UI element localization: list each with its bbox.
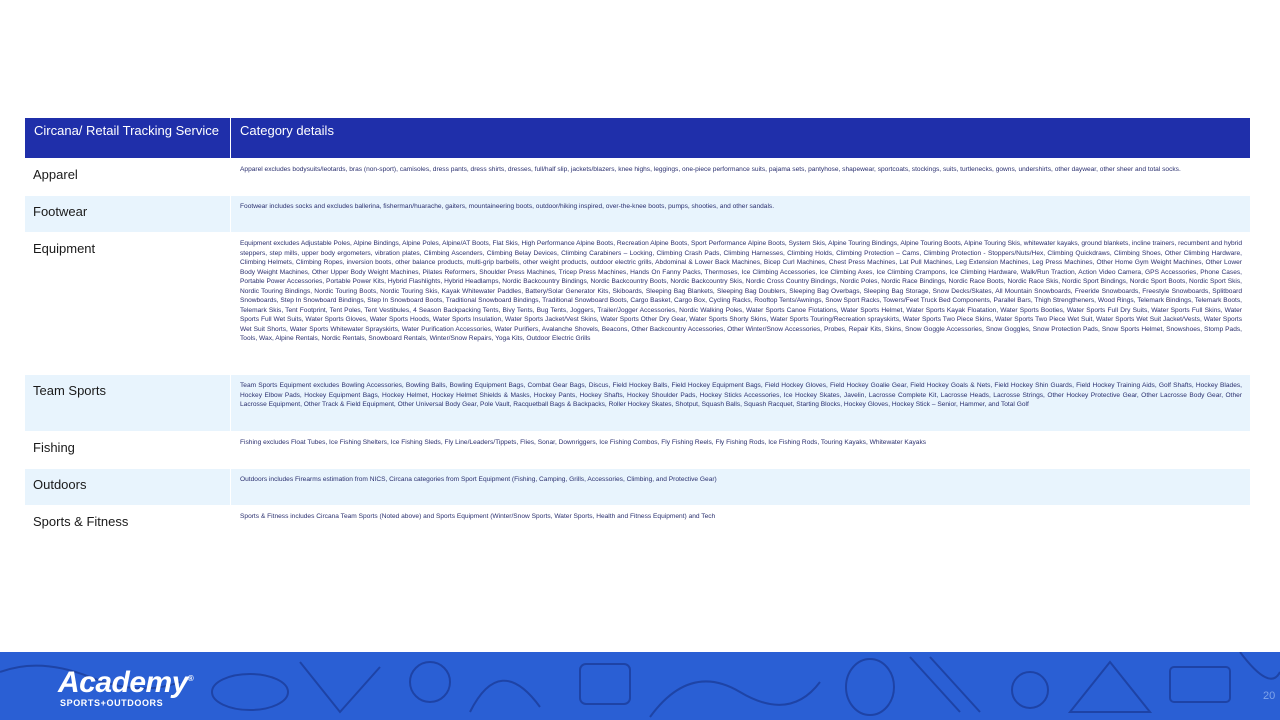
- category-name: Team Sports: [25, 375, 231, 432]
- brand-name: Academy®: [58, 666, 194, 699]
- category-name: Outdoors: [25, 469, 231, 506]
- academy-logo: [58, 664, 193, 708]
- table-row: [25, 432, 1251, 469]
- category-name: Equipment: [25, 233, 231, 375]
- category-name: Apparel: [25, 159, 231, 196]
- header-service: Circana/ Retail Tracking Service: [25, 118, 231, 159]
- category-details: Apparel excludes bodysuits/leotards, bras (non-sport), camisoles, dress pants, dress shirts, dresses, full/half slip, jackets/blazers, knee highs, leggings, one-piece performance suits, pajama sets, pantyhose, shapewear, sportcoats, stockings, suits, turtlenecks, gowns, undershirts, other daywear, other sheer and total socks.: [231, 159, 1251, 196]
- category-details: Sports & Fitness includes Circana Team Sports (Noted above) and Sports Equipment (Winter/Snow Sports, Water Sports, Health and Fitness Equipment) and Tech: [231, 506, 1251, 543]
- registered-mark: ®: [187, 674, 194, 683]
- category-details: Outdoors includes Firearms estimation from NICS, Circana categories from Sport Equipment (Fishing, Camping, Grills, Accessories, Climbing, and Protective Gear): [231, 469, 1251, 506]
- category-name: Footwear: [25, 196, 231, 233]
- table-header-row: [25, 118, 1251, 159]
- brand-tagline: SPORTS+OUTDOORS: [60, 698, 164, 708]
- table-row: [25, 196, 1251, 233]
- table-row: [25, 506, 1251, 543]
- category-details: Team Sports Equipment excludes Bowling Accessories, Bowling Balls, Bowling Equipment Bags, Combat Gear Bags, Discus, Field Hockey Balls, Field Hockey Equipment Bags, Field Hockey Gloves, Field Hockey Goalie Gear, Field Hockey Goals & Nets, Field Hockey Shin Guards, Field Hockey Training Aids, Golf Shafts, Hockey Blades, Hockey Elbow Pads, Hockey Equipment Bags, Hockey Helmet, Hockey Helmet Shields & Masks, Hockey Pants, Hockey Shafts, Hockey Shoulder Pads, Hockey Sticks Accessories, Ice Hockey Skates, Javelin, Lacrosse Complete Kit, Lacrosse Heads, Lacrosse Strings, Other Hockey Protective Gear, Other Lacrosse Body Gear, Other Lacrosse Equipment, Other Track & Field Equipment, Other Universal Body Gear, Pole Vault, Racquetball Bags & Backpacks, Roller Hockey Skates, Shotput, Squash Balls, Squash Racquet, Starting Blocks, Hockey Gloves, Hockey Stick – Senior, Hammer, and Total Golf: [231, 375, 1251, 432]
- category-name: Sports & Fitness: [25, 506, 231, 543]
- category-details: Fishing excludes Float Tubes, Ice Fishing Shelters, Ice Fishing Sleds, Fly Line/Leaders/Tippets, Flies, Sonar, Downriggers, Ice Fishing Combos, Fly Fishing Reels, Fly Fishing Rods, Ice Fishing Rods, Touring Kayaks, Whitewater Kayaks: [231, 432, 1251, 469]
- category-details: Footwear includes socks and excludes ballerina, fisherman/huarache, gaiters, mountaineering boots, outdoor/hiking inspired, over-the-knee boots, pumps, shooties, and other sandals.: [231, 196, 1251, 233]
- header-category-details: Category details: [231, 118, 1251, 159]
- category-name: Fishing: [25, 432, 231, 469]
- table-row: [25, 233, 1251, 375]
- page-number: 20: [1263, 690, 1276, 702]
- table-row: [25, 159, 1251, 196]
- category-details: Equipment excludes Adjustable Poles, Alpine Bindings, Alpine Poles, Alpine/AT Boots, Flat Skis, High Performance Alpine Boots, Recreation Alpine Boots, Sport Performance Alpine Boots, System Skis, Alpine Touring Bindings, Alpine Touring Boots, Alpine Touring Skis, whitewater kayaks, ground blankets, incline trainers, recumbent and hybrid steppers, step mills, upper body ergometers, vibration plates, Climbing Ascenders, Climbing Belay Devices, Climbing Carabiners – Locking, Climbing Crash Pads, Climbing Harnesses, Climbing Holds, Climbing Protection – Cams, Climbing Protection - Stoppers/Nuts/Hex, Climbing Quickdraws, Climbing Shoes, Other Climbing Hardware, Climbing Helmets, Climbing Ropes, inversion boots, other balance products, multi-grip barbells, other weight products, outdoor electric grills, Abdominal & Lower Back Machines, Bicep Curl Machines, Chest Press Machines, Lat Pull Machines, Leg Extension Machines, Leg Press Machines, Other Home Gym Weight Machines, Other Lower Body Weight Machines, Other Upper Body Weight Machines, Pilates Reformers, Shoulder Press Machines, Tricep Press Machines, Hands On Fanny Packs, Thermoses, Ice Climbing Accessories, Ice Climbing Axes, Ice Climbing Crampons, Ice Climbing Hardware, Walk/Run Traction, Action Video Camera, GPS Accessories, Phone Cases, Portable Power Accessories, Portable Power Kits, Hybrid Flashlights, Hybrid Headlamps, Nordic Backcountry Bindings, Nordic Backcountry Boots, Nordic Backcountry Skis, Nordic Cross Country Bindings, Nordic Poles, Nordic Race Bindings, Nordic Race Boots, Nordic Race Skis, Nordic Sport Bindings, Nordic Sport Boots, Nordic Sport Skis, Nordic Touring Bindings, Nordic Touring Boots, Nordic Touring Skis, Kayak Whitewater Paddles, Battery/Solar Generator Kits, Skiboards, Sleeping Bag Blankets, Sleeping Bag Doublers, Sleeping Bag Overbags, Sleeping Bag Storage, Snow Decks/Skates, All Mountain Snowboards, Freeride Snowboards, Freestyle Snowboards, Splitboard Snowboards, Step In Snowboard Bindings, Step In Snowboard Boots, Traditional Snowboard Bindings, Traditional Snowboard Boots, Cargo Basket, Cargo Box, Cycling Racks, Rooftop Tents/Awnings, Snow Sport Racks, Towers/Feet Truck Bed Components, Parallel Bars, Thigh Strengtheners, Wood Rings, Telemark Bindings, Telemark Boots, Telemark Skis, Tent Footprint, Tent Poles, Tent Vestibules, 4 Season Backpacking Tents, Bivy Tents, Bug Tents, Joggers, Trailer/Jogger Accessories, Nordic Walking Poles, Water Sports Canoe Flotations, Water Sports Helmet, Water Sports Kayak Floatation, Water Sports Booties, Water Sports Full Dry Suits, Water Sports Full Skins, Water Sports Full Wet Suits, Water Sports Gloves, Water Sports Hoods, Water Sports Insulation, Water Sports Jacket/Vest Skins, Water Sports Other Dry Gear, Water Sports Shorty Skins, Water Sports Touring/Recreation sprayskirts, Water Sports Two Piece Skins, Water Sports Two Piece Wet Suit, Water Sports Wet Suit Jacket/Vests, Water Sports Wet Suit Shorts, Water Sports Whitewater Sprayskirts, Water Purification Accessories, Water Purifiers, Avalanche Shovels, Beacons, Other Backcountry Accessories, Other Winter/Snow Accessories, Probes, Repair Kits, Skins, Snow Goggle Accessories, Snow Goggles, Snow Protection Pads, Snow Sports Helmet, Snowshoes, Stomp Pads, Tools, Wax, Alpine Rentals, Nordic Rentals, Snowboard Rentals, Winter/Snow Repairs, Yoga Kits, Outdoor Electric Grills: [231, 233, 1251, 375]
- category-details-table: [24, 117, 1251, 543]
- table-row: [25, 469, 1251, 506]
- table-row: [25, 375, 1251, 432]
